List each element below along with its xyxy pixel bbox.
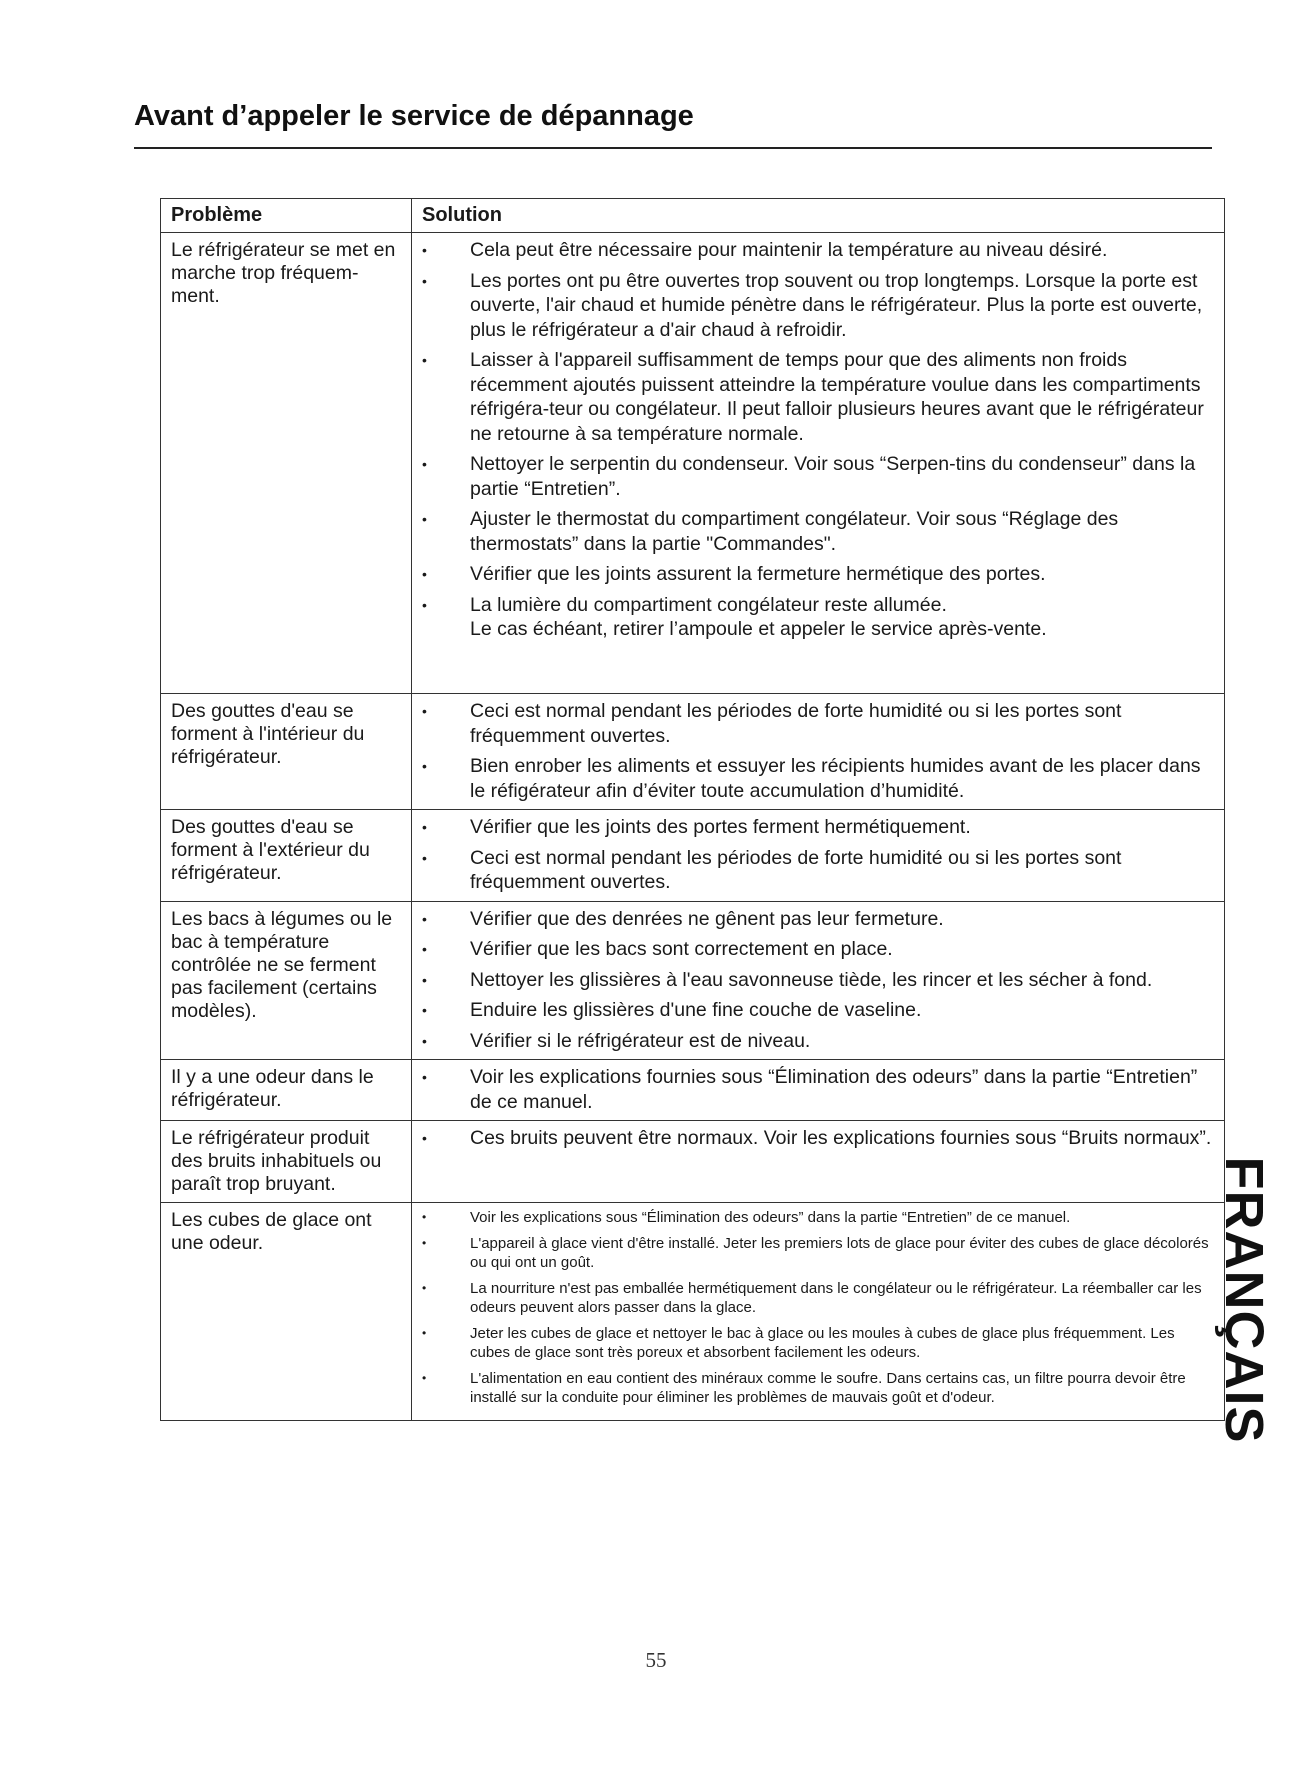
bullet-icon: • xyxy=(422,758,427,774)
solution-item: • Les portes ont pu être ouvertes trop souvent ou trop longtemps. Lorsque la porte est ouverte, l'air chaud et humide pénètre dans le réfrigérateur. Plus la porte est ouverte, plus le réfrigérateur a d'air chaud à refroidir. xyxy=(422,269,1203,341)
page-title: Avant d’appeler le service de dépannage xyxy=(134,100,694,132)
bullet-icon: • xyxy=(422,1032,427,1049)
bullet-icon: • xyxy=(422,352,427,368)
problem-cell: Les bacs à légumes ou le bac à température contrôlée ne se ferment pas facilement (certains modèles). xyxy=(161,901,412,1060)
problem-cell: Le réfrigérateur se met en marche trop fréquem-ment. xyxy=(161,233,412,694)
solution-item: • Ajuster le thermostat du compartiment congélateur. Voir sous “Réglage des thermostats” dans la partie "Commandes". xyxy=(422,508,1119,555)
solution-cell xyxy=(412,1203,1225,1421)
bullet-icon: • xyxy=(422,849,427,866)
bullet-icon: • xyxy=(422,242,427,258)
solution-list xyxy=(412,815,1214,895)
problem-cell: Le réfrigérateur produit des bruits inhabituels ou paraît trop bruyant. xyxy=(161,1121,412,1203)
solution-item: • La lumière du compartiment congélateur reste allumée. xyxy=(422,593,947,616)
solution-list xyxy=(412,907,1214,1054)
table-row xyxy=(161,1121,1225,1203)
bullet-icon: • xyxy=(422,910,427,927)
problem-column-header: Problème xyxy=(161,199,412,233)
solution-column-header: Solution xyxy=(412,199,1225,233)
solution-item: • Nettoyer les glissières à l'eau savonneuse tiède, les rincer et les sécher à fond. xyxy=(422,968,1153,991)
troubleshooting-table xyxy=(160,198,1225,1421)
bullet-icon: • xyxy=(422,1236,427,1250)
solution-item: • Vérifier si le réfrigérateur est de niveau. xyxy=(422,1029,811,1052)
solution-cell xyxy=(412,233,1225,694)
problem-cell: Des gouttes d'eau se forment à l'extérieur du réfrigérateur. xyxy=(161,810,412,902)
problem-cell: Il y a une odeur dans le réfrigérateur. xyxy=(161,1060,412,1121)
table-row xyxy=(161,233,1225,694)
title-divider xyxy=(134,147,1212,149)
solution-list xyxy=(412,699,1214,803)
solution-list xyxy=(412,1126,1214,1151)
solution-item: • Enduire les glissières d'une fine couche de vaseline. xyxy=(422,999,922,1021)
solution-item: • Bien enrober les aliments et essuyer les récipients humides avant de les placer dans le réfigérateur afin d’éviter toute accumulation d’humidité. xyxy=(422,755,1201,802)
solution-item: • Ceci est normal pendant les périodes de forte humidité ou si les portes sont fréquemment ouvertes. xyxy=(422,700,1122,747)
solution-list xyxy=(412,1208,1214,1407)
page-number: 55 xyxy=(645,1648,667,1672)
solution-item: • Cela peut être nécessaire pour maintenir la température au niveau désiré. xyxy=(422,239,1108,261)
solution-cell xyxy=(412,901,1225,1060)
solution-item: • Vérifier que les joints assurent la fermeture hermétique des portes. xyxy=(422,563,1046,585)
bullet-icon: • xyxy=(422,596,427,613)
language-side-tab: FRANÇAIS xyxy=(1214,1156,1274,1444)
solution-item: • La nourriture n'est pas emballée hermétiquement dans le congélateur ou le réfrigérateur. La réemballer car les odeurs peuvent alors passer dans la glace. xyxy=(422,1280,1202,1316)
solution-item: • L'appareil à glace vient d'être installé. Jeter les premiers lots de glace pour éviter des cubes de glace décolorés ou qui ont un goût. xyxy=(422,1235,1209,1271)
bullet-icon: • xyxy=(422,456,427,472)
solution-item: • Nettoyer le serpentin du condenseur. Voir sous “Serpen-tins du condenseur” dans la partie “Entretien”. xyxy=(422,453,1196,500)
solution-list xyxy=(412,1065,1214,1114)
bullet-icon: • xyxy=(422,272,427,289)
solution-item: • Vérifier que les bacs sont correctement en place. xyxy=(422,938,893,960)
table-row xyxy=(161,901,1225,1060)
bullet-icon: • xyxy=(422,1002,427,1018)
solution-cell xyxy=(412,810,1225,902)
bullet-icon: • xyxy=(422,819,427,835)
solution-item: • Voir les explications sous “Élimination des odeurs” dans la partie “Entretien” de ce manuel. xyxy=(422,1209,1071,1226)
solution-item: • Ces bruits peuvent être normaux. Voir les explications fournies sous “Bruits normaux”. xyxy=(422,1127,1212,1149)
bullet-icon: • xyxy=(422,1069,427,1085)
table-row xyxy=(161,1060,1225,1121)
solution-item: • L'alimentation en eau contient des minéraux comme le soufre. Dans certains cas, un filtre pourra devoir être installé sur la conduite pour éliminer les problèmes de mauvais goût et d'odeur. xyxy=(422,1370,1186,1406)
solution-cell xyxy=(412,1060,1225,1121)
bullet-icon: • xyxy=(422,1210,427,1224)
solution-note: Le cas échéant, retirer l’ampoule et appeler le service après-vente. xyxy=(470,618,1047,640)
solution-item: • Laisser à l'appareil suffisamment de temps pour que des aliments non froids récemment ajoutés puissent atteindre la température voulue dans les compartiments réfrigéra-teur ou congélateur. Il peut falloir plusieurs heures avant que le réfrigérateur ne retourne à sa température normale. xyxy=(422,349,1204,445)
problem-cell: Des gouttes d'eau se forment à l'intérieur du réfrigérateur. xyxy=(161,694,412,810)
solution-item: • Vérifier que les joints des portes ferment hermétiquement. xyxy=(422,816,971,838)
bullet-icon: • xyxy=(422,511,427,527)
table-row xyxy=(161,810,1225,902)
solution-item: • Voir les explications fournies sous “Élimination des odeurs” dans la partie “Entretien” de ce manuel. xyxy=(422,1066,1198,1113)
bullet-icon: • xyxy=(422,703,427,719)
bullet-icon: • xyxy=(422,1326,427,1340)
solution-item: • Jeter les cubes de glace et nettoyer le bac à glace ou les moules à cubes de glace plus fréquemment. Les cubes de glace sont très poreux et absorbent facilement les odeurs. xyxy=(422,1325,1175,1361)
bullet-icon: • xyxy=(422,941,427,957)
solution-cell xyxy=(412,694,1225,810)
bullet-icon: • xyxy=(422,971,427,988)
table-row xyxy=(161,1203,1225,1421)
solution-item: • Ceci est normal pendant les périodes de forte humidité ou si les portes sont fréquemment ouvertes. xyxy=(422,846,1122,893)
bullet-icon: • xyxy=(422,1371,427,1385)
table-header-row xyxy=(161,199,1225,233)
bullet-icon: • xyxy=(422,566,427,582)
solution-list xyxy=(412,238,1214,617)
table-row xyxy=(161,694,1225,810)
bullet-icon: • xyxy=(422,1130,427,1146)
solution-item: • Vérifier que des denrées ne gênent pas leur fermeture. xyxy=(422,907,944,930)
solution-cell xyxy=(412,1121,1225,1203)
bullet-icon: • xyxy=(422,1281,427,1295)
problem-cell: Les cubes de glace ont une odeur. xyxy=(161,1203,412,1421)
